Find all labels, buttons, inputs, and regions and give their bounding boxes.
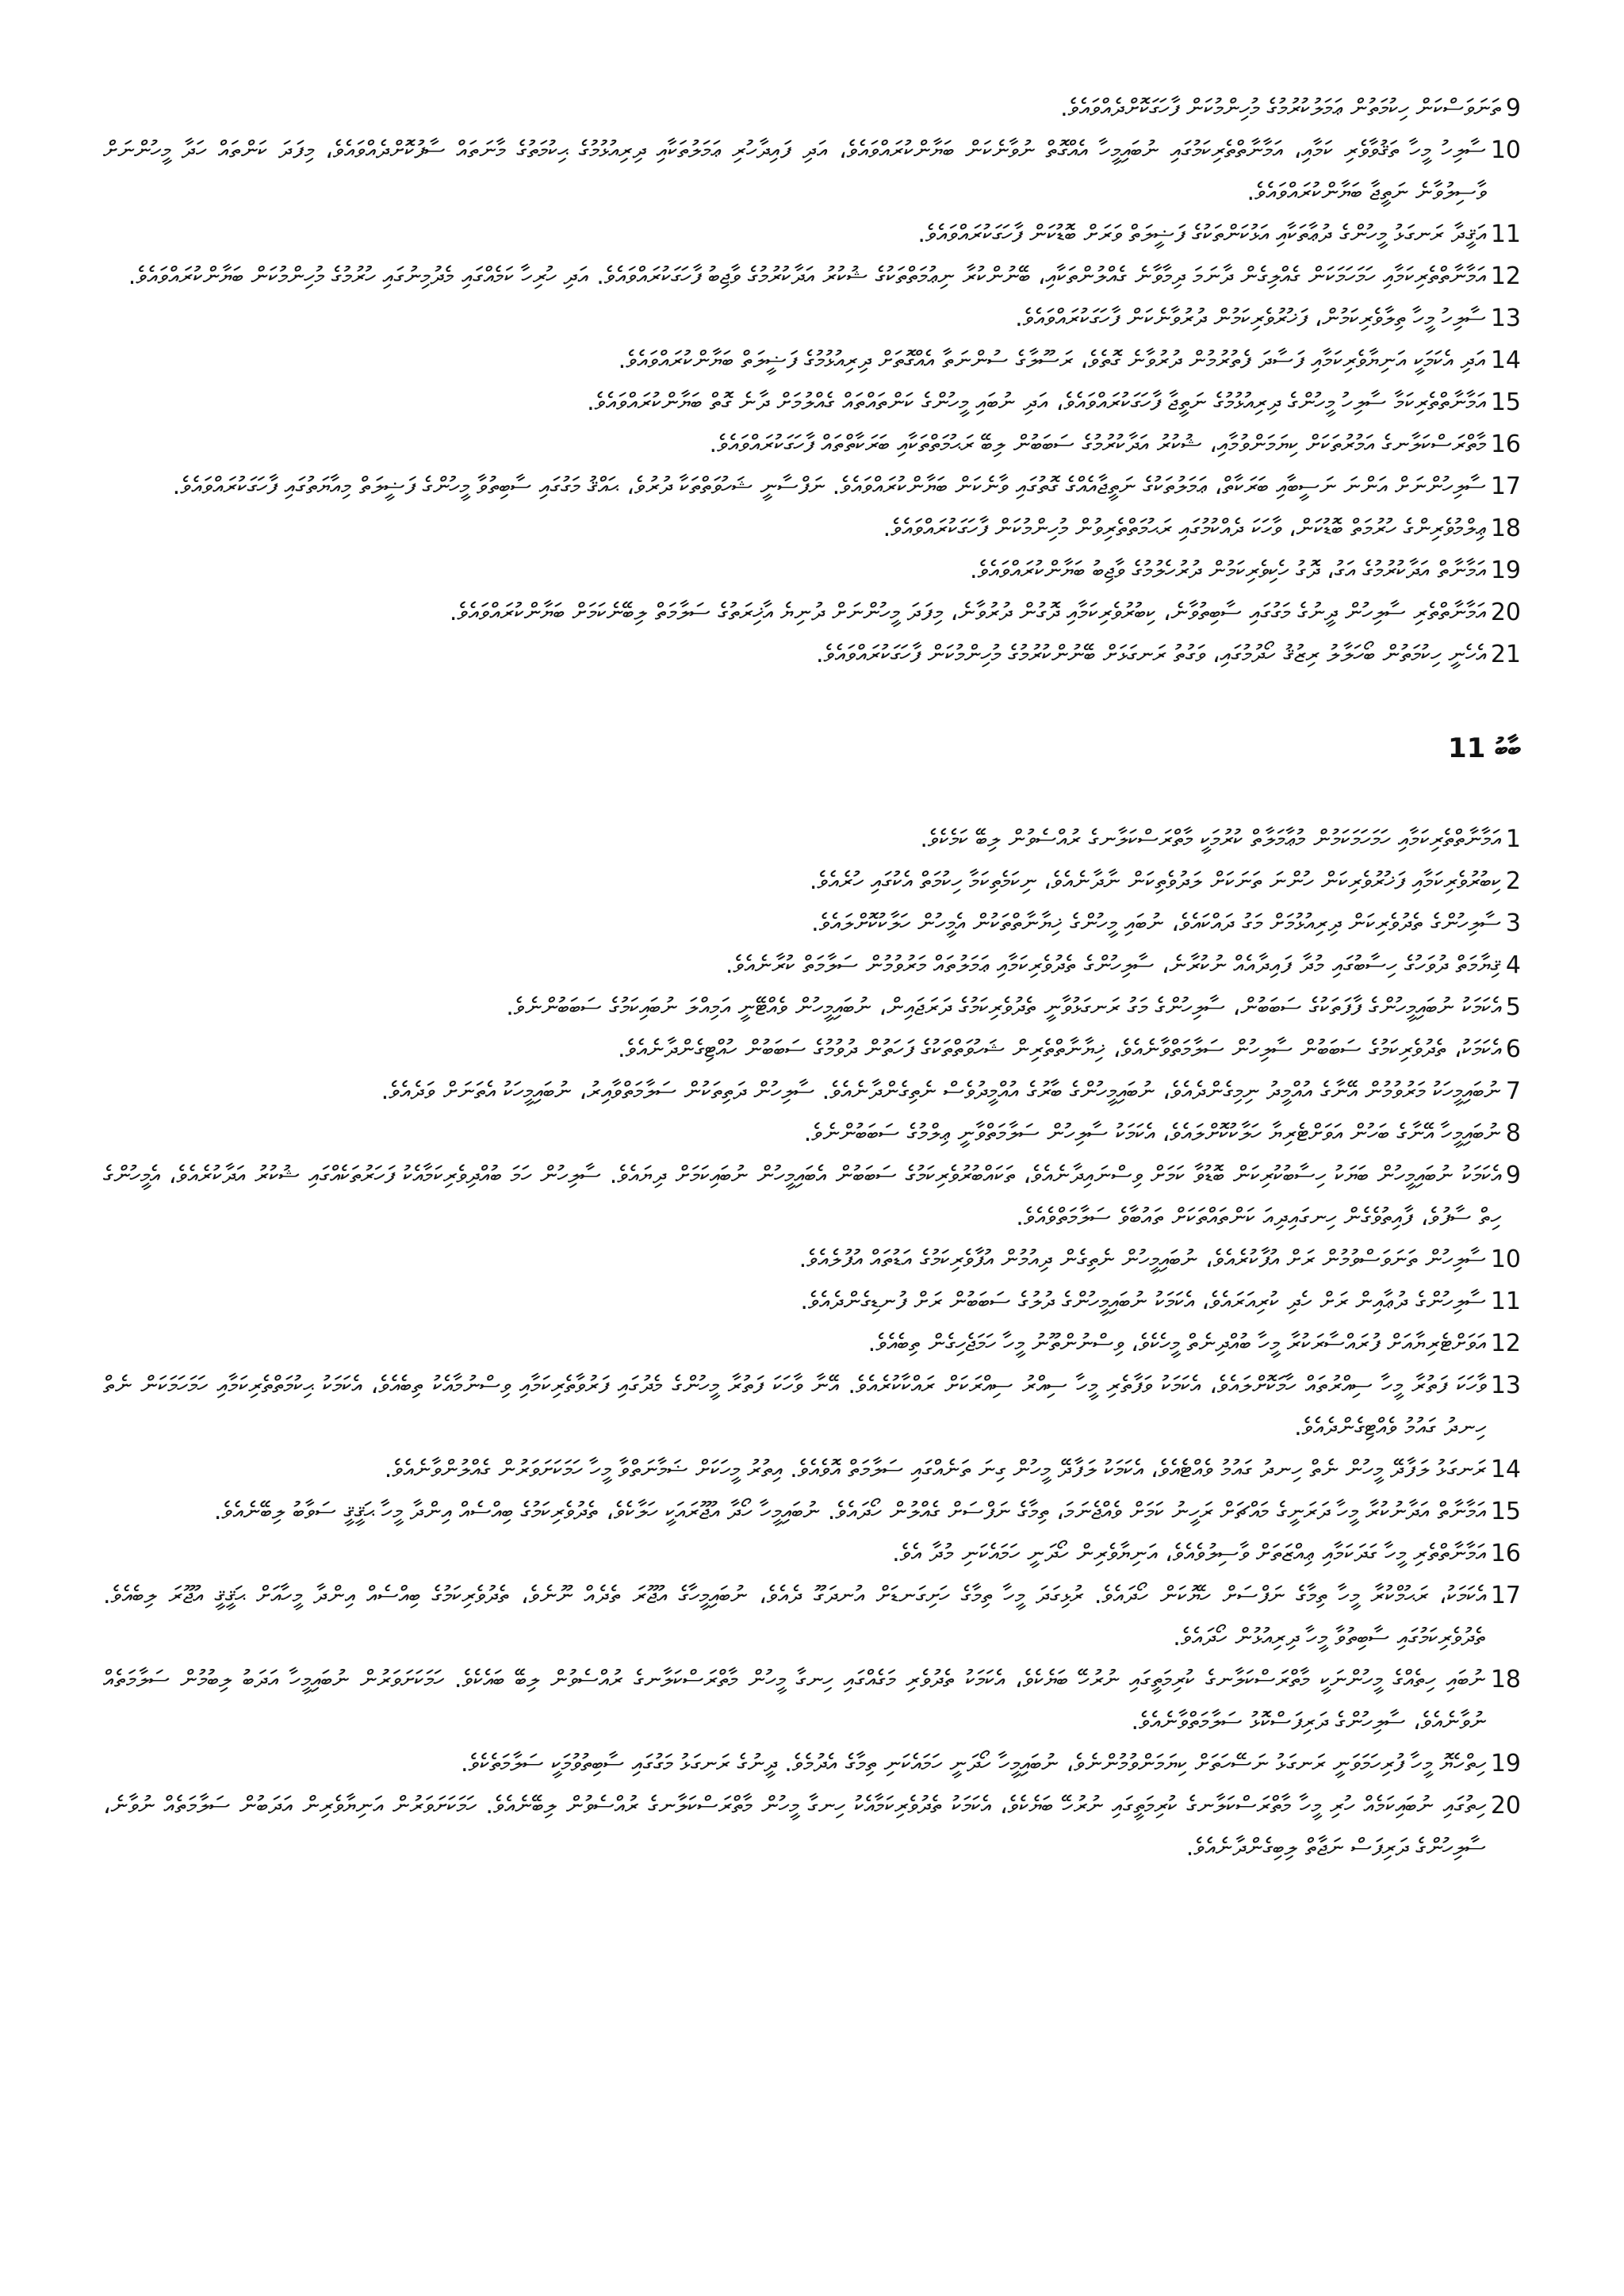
- verse: [103, 1028, 1521, 1070]
- verse-number: 14: [1490, 1456, 1521, 1483]
- verse-text: ކިބުރުވެރިކަމާއި ފަޚުރުވެރިކަން ހުންނަ ތަނަކަށް ލަދުވެތިކަން ނާދާނެއެވެ، ނިކަމެތިކަމާ ހިކުމަތް އެކުގައި ހުރެއެވެ.: [809, 867, 1501, 895]
- verse-number: 16: [1490, 1540, 1521, 1567]
- verse-number: 2: [1505, 867, 1521, 895]
- verse-number: 9: [1505, 94, 1521, 122]
- verse-number: 19: [1490, 1750, 1521, 1777]
- chapter-10-verses: [103, 87, 1521, 675]
- verse: [103, 1785, 1521, 1869]
- verse: [103, 1659, 1521, 1743]
- verse-text: އެހެނީ ހިކުމަތުން ބޯހަލާލު ރިޒުޤު ހޯދުމުގައި، ވަގުތު ރަނގަޅަށް ބޭނުންކުރުމުގެ މުހިންމުކަން ފާހަގަކުރައްވައެވެ.: [815, 641, 1486, 668]
- verse: [103, 1238, 1521, 1280]
- verse-text: އަމާނާތް އަދާނުކުރާ މީހާ ދަރަނީގެ މައްޗަށް ރަހީނު ކަމަށް ވެއްޖެނަމަ، ތިމާގެ ނަފްސަށް ގެއްލުން ހޯދައެވެ. ނުބައިމީހާ ހޯދާ އުޖޫރައަކީ ހަލާކެވެ، ތެދުވެރިކަމުގެ ބިއްސެއް އިންދާ މީހާ ޙަޤީޤީ ސަވާބު ލިބޭނެއެވެ.: [213, 1498, 1486, 1525]
- verse-number: 6: [1505, 1035, 1521, 1063]
- verse-number: 20: [1490, 1792, 1521, 1820]
- verse: [103, 423, 1521, 465]
- chapter-heading: [103, 725, 1521, 772]
- verse-text: އަމާނާތްތެރިކަމާއި ހަމަހަމަކަން ގެއްލިގެން ދާނަމަ ދިމާވާނެ ގެއްލުންތަކާއި، ބޭނުންކުރާ ނިޢުމަތްތަކުގެ ޝުކުރު އަދާކުރުމުގެ ވާޖިބު ފާހަގަކުރައްވައެވެ. އަދި ހުރިހާ ކަމެއްގައި މެދުމިނުގައި ހުރުމުގެ މުހިންމުކަން ބަޔާންކުރައްވައެވެ.: [128, 262, 1486, 290]
- verse: [103, 1280, 1521, 1322]
- verse: [103, 818, 1521, 860]
- verse: [103, 1154, 1521, 1238]
- verse-text: އެކަމަކު، ރަޙުމްކުރާ މީހާ ތިމާގެ ނަފްސަށް ހެޔޮކަން ހޯދައެވެ. ރުޅިގަދަ މީހާ ތިމާގެ ހަށިގަނޑަށް އުނދަގޫ ދެއެވެ، ނުބައިމީހާގެ އުޖޫރަ ތެދެއް ނޫނެވެ، ތެދުވެރިކަމުގެ ބިއްސެއް އިންދާ މީހާއަށް ޙަޤީޤީ އުޖޫރަ ލިބެއެވެ. ތެދުވެރިކަމުގައި ސާބިތުވާ މީހާ ދިރިއުޅުން ހޯދައެވެ.: [103, 1582, 1486, 1651]
- verse-text: އަމާނާތްތެރިކަމާއި ހަމަހަމަކަމުން މުޢާމަލާތް ކުރުމަކީ މާތްރަސްކަލާނގެ ރުއްސެވުން ލިބޭ ކަމެކެވެ.: [920, 825, 1501, 853]
- verse-number: 12: [1490, 262, 1521, 290]
- verse-number: 19: [1490, 557, 1521, 584]
- verse: [103, 1743, 1521, 1785]
- verse-text: ޢިލްމުވެރިންގެ ހުރުމަތް ބޮޑުކަން، ވާހަކަ ދެއްކުމުގައި ރަޙުމަތްތެރިވުން މުހިންމުކަން ފާހަގަކުރައްވައެވެ.: [883, 515, 1486, 542]
- verse: [103, 87, 1521, 129]
- verse: [103, 549, 1521, 591]
- verse-number: 21: [1490, 641, 1521, 668]
- verse-text: ސާލިހުންގެ ތެދުވެރިކަން ދިރިއުޅުމަށް މަގު ދައްކައެވެ، ނުބައި މީހުންގެ ޚިޔާނާތްތަކުން އެމީހުން ހަލާކުކޮށްލައެވެ.: [811, 909, 1501, 937]
- verse-text: އަމާނާތް އަދާކުރުމުގެ އަގު، ދޮގު ހެކިވެރިކަމުން ދުރުހެލުމުގެ ވާޖިބު ބަޔާންކުރައްވައެވެ.: [970, 557, 1486, 584]
- verse: [103, 944, 1521, 986]
- verse-text: އަމާނާތްތެރި މީހާ ގަދަކަމާއި ޢިއްޒަތަށް ވާސިލުވެއެވެ، އަނިޔާވެރިން ހޯދަނީ ހަމައެކަނި މުދާ އެވެ.: [892, 1540, 1486, 1567]
- verse-number: 8: [1505, 1119, 1521, 1147]
- verse-number: 17: [1490, 473, 1521, 500]
- verse-number: 15: [1490, 388, 1521, 416]
- verse-text: އަމާނާތްތެރި ސާލިހުން ދީނުގެ މަގުގައި ސާބިތުވާނެ، ކިބުރުވެރިކަމާއި ދޮގުން ދުރުވާނެ، މިފަދަ މީހުންނަށް ދުނިޔެ އާޚިރަތުގެ ސަލާމަތް ލިބޭނެކަމަށް ބަޔާންކުރައްވައެވެ.: [449, 599, 1486, 626]
- verse: [103, 465, 1521, 507]
- verse-number: 1: [1505, 825, 1521, 853]
- verse-number: 17: [1490, 1582, 1521, 1609]
- verse-text: ނުބައި ހިތެއްގެ މީހުންނަކީ މާތްރަސްކަލާނގެ ކުރިމަތީގައި ނުރުހޭ ބަޔެކެވެ، އެކަމަކު ތެދުވެރި މަގެއްގައި ހިނގާ މީހުން މާތްރަސްކަލާނގެ ރުއްސެވުން ލިބޭ ބައެކެވެ. ހަމަކަށަވަރުން ނުބައިމީހާ އަދަބު ލިބުމުން ސަލާމަތެއް ނުވާނެއެވެ، ސާލިހުންގެ ދަރިފަސްކޮޅު ސަލާމަތްވާނެއެވެ.: [103, 1666, 1486, 1735]
- verse: [103, 1533, 1521, 1575]
- verse: [103, 297, 1521, 339]
- verse-text: އަވަށްޓެރިޔާއަށް ފުރައްސާރަކުރާ މީހާ ބުއްދިނެތް މީހެކެވެ، ވިސްނުންތޫނު މީހާ ހަމަޖެހިގެން ތިބެއެވެ.: [868, 1330, 1486, 1357]
- verse: [103, 339, 1521, 381]
- chapter-heading-text: ބާބު 11: [1448, 733, 1521, 764]
- verse-number: 13: [1490, 1372, 1521, 1399]
- verse: [103, 1070, 1521, 1112]
- verse: [103, 591, 1521, 633]
- chapter-11-verses: [103, 818, 1521, 1869]
- verse-text: ސާލިހު މީހާ ތަޤުވާވެރި ކަމާއި، އަމާނާތްތެރިކަމުގައި ނުބައިމީހާ އެއްގޮތް ނުވާނެކަން ބަޔާންކުރައްވައެވެ، އަދި ފައިދާހުރި ޢަމަލުތަކާއި ދިރިއުޅުމުގެ ޙިކުމަތުގެ މާނަތައް ސާފުކޮށްދެއްވައެވެ، މިފަދަ ކަންތައް ހަދާ މީހުންނަށް ވާސިލުވާނެ ނަތީޖާ ބަޔާންކުރައްވައެވެ.: [103, 136, 1486, 206]
- verse: [103, 255, 1521, 297]
- verse: [103, 1575, 1521, 1659]
- verse-text: އަޤީދާ ރަނގަޅު މީހުންގެ ދުޢާތަކާއި އަޅުކަންތަކުގެ ފަޟީލަތް ވަރަށް ބޮޑުކަން ފާހަގަކުރައްވައެވެ.: [917, 220, 1486, 248]
- verse-text: އެކަމަކު، ތެދުވެރިކަމުގެ ސަބަބުން ސާލިހުން ސަލާމަތްވާނެއެވެ، ޚިޔާނާތްތެރިން ޝަހުވަތްތަކުގެ ފަހަތުން ދުވުމުގެ ސަބަބުން ހުއްޓިގެންދާނެއެވެ.: [617, 1035, 1501, 1063]
- verse-text: އެކަމަކު ނުބައިމީހުންގެ ފާފަތަކުގެ ސަބަބުން، ސާލިހުންގެ މަގު ރަނގަޅުވާނީ ތެދުވެރިކަމުގެ ދަރަޖައިން، ނުބައިމީހުން ވެއްޓޭނީ އަމިއްލަ ނުބައިކަމުގެ ސަބަބުންނެވެ.: [506, 993, 1501, 1021]
- verse-text: ނުބައިމީހަކު މަރުވުމުން އޭނާގެ އުއްމީދު ނިމިގެންދެއެވެ، ނުބައިމީހުންގެ ބާރުގެ އުއްމީދުވެސް ނެތިގެންދާނެއެވެ. ސާލިހުން ދަތިތަކުން ސަލާމަތްވާއިރު، ނުބައިމީހަކު އެތަނަށް ވަދެއެވެ.: [381, 1077, 1501, 1105]
- verse-number: 9: [1505, 1161, 1521, 1189]
- verse-text: އަދި އެކަމަކީ އަނިޔާވެރިކަމާއި ފަސާދަ ފެތުރުމުން ދުރުވާނެ ގޮތެވެ، ރަސޫލާގެ ސުންނަތާ އެއްގޮތަށް ދިރިއުޅުމުގެ ފަޟީލަތް ބަޔާންކުރައްވައެވެ.: [618, 346, 1486, 374]
- verse-text: ހިތުގައި ނުބައިކަމެއް ހުރި މީހާ މާތްރަސްކަލާނގެ ކުރިމަތީގައި ނުރުހޭ ބަޔެކެވެ، އެކަމަކު ތެދުވެރިކަމާއެކު ހިނގާ މީހުން މާތްރަސްކަލާނގެ ރުއްސެވުން ލިބޭނެއެވެ. ހަމަކަށަވަރުން އަނިޔާވެރިން އަދަބުން ސަލާމަތެއް ނުވާނެ، ސާލިހުންގެ ދަރިފަސް ނަޖާތް ލިބިގެންދާނެއެވެ.: [103, 1792, 1486, 1862]
- verse-text: ސާލިހު މީހާ ތިލާވެރިކަމުން، ފަޚުރުވެރިކަމުން ދުރުވާނެކަން ފާހަގަކުރައްވައެވެ.: [1015, 304, 1486, 332]
- verse-number: 11: [1490, 220, 1521, 248]
- verse: [103, 1490, 1521, 1533]
- verse-number: 11: [1490, 1288, 1521, 1315]
- verse-text: ނުބައިމީހާ އޭނާގެ ބަހުން އަވަށްޓެރިޔާ ހަލާކުކޮށްލައެވެ، އެކަމަކު ސާލިހުން ސަލާމަތްވާނީ ޢިލްމުގެ ސަބަބުންނެވެ.: [803, 1119, 1501, 1147]
- verse-number: 12: [1490, 1330, 1521, 1357]
- verse-number: 18: [1490, 515, 1521, 542]
- verse-text: ސާލިހުން ތަނަވަސްވުމުން ރަށް އުފާކުރެއެވެ، ނުބައިމީހުން ނެތިގެން ދިއުމުން އުފާވެރިކަމުގެ އަޑުތައް އުފުލެއެވެ.: [799, 1246, 1486, 1273]
- verse-text: ސާލިހުންނަށް އަންނަ ނަސީބާއި ބަރަކާތް، ޢަމަލުތަކުގެ ނަތީޖާއެއްގެ ގޮތުގައި ވާނެކަން ބަޔާންކުރައްވައެވެ. ނަފްސާނީ ޝަހުވަތްތަކާ ދުރުވެ، ޙައްޤު މަގުގައި ސާބިތުވާ މީހުންގެ ފަޟީލަތް މިއާޔަތުގައި ފާހަގަކުރައްވައެވެ.: [172, 473, 1486, 500]
- verse-text: ރަނގަޅު ލަފާދޭ މީހުން ނެތް ހިނދު ގައުމު ވެއްޓެއެވެ، އެކަމަކު ލަފާދޭ މީހުން ގިނަ ތަނެއްގައި ސަލާމަތް އޮވެއެވެ. އިތުރު މީހަކަށް ޟަމާނަތްވާ މީހާ ހަމަކަށަވަރުން ގެއްލުންވާނެއެވެ.: [384, 1456, 1486, 1483]
- verse-number: 5: [1505, 993, 1521, 1021]
- verse: [103, 860, 1521, 902]
- verse-text: ތަނަވަސްކަން ހިކުމަތުން ޢަމަލުކުރުމުގެ މުހިންމުކަން ފާހަގަކޮށްދެއްވައެވެ.: [1060, 94, 1501, 122]
- verse-text: އެކަމަކު ނުބައިމީހުން ބަޔަކު ހިސާބުކުރިކަން ބޮޑުވާ ކަމަށް ވިސްނައިދާނެއެވެ، ތަކައްބުރުވެރިކަމުގެ ސަބަބުން އެބައިމީހުން ނުބައިކަމަށް ދިޔައެވެ. ސާލިހުން ހަމަ ބުއްދިވެރިކަމާއެކު ފަހަރުތަކެއްގައި ޝުކުރު އަދާކުރެއެވެ، އެމީހުންގެ ހިތް ސާފުވެ، ފާއިތުވެގެން ހިނގައިދިއަ ކަންތައްތަކަށް ތައުބާވެ ސަލާމަތްވެއެވެ.: [103, 1161, 1501, 1231]
- verse-number: 16: [1490, 430, 1521, 458]
- verse: [103, 1322, 1521, 1364]
- verse: [103, 633, 1521, 675]
- verse-number: 20: [1490, 599, 1521, 626]
- verse: [103, 902, 1521, 944]
- verse: [103, 213, 1521, 255]
- verse: [103, 986, 1521, 1028]
- verse: [103, 1364, 1521, 1448]
- verse: [103, 381, 1521, 423]
- verse-text: ހިތްހެޔޮ މީހާ ފުރިހަމަވަނީ ރަނގަޅު ނަސޭހަތަށް ކިޔަމަންވުމުންނެވެ، ނުބައިމީހާ ހޯދަނީ ހަމައެކަނި ތިމާގެ އެދުމެވެ. ދީނުގެ ރަނގަޅު މަގުގައި ސާބިތުވުމަކީ ސަލާމަތެކެވެ.: [460, 1750, 1486, 1777]
- verse-text: އަމާނާތްތެރިކަމާ ސާލިހު މީހުންގެ ދިރިއުޅުމުގެ ނަތީޖާ ފާހަގަކުރައްވައެވެ، އަދި ނުބައި މީހުންގެ ކަންތައްތައް ގެއްލުމަށް ދާނެ ގޮތް ބަޔާންކުރައްވައެވެ.: [587, 388, 1486, 416]
- verse-number: 13: [1490, 304, 1521, 332]
- verse-text: ސާލިހުންގެ ދުޢާއިން ރަށް ހެދި ކުރިއަރައެވެ، އެކަމަކު ނުބައިމީހުންގެ ދުލުގެ ސަބަބުން ރަށް ފުނޑިގެންދެއެވެ.: [800, 1288, 1486, 1315]
- verse-number: 4: [1505, 951, 1521, 979]
- verse-text: ވާހަކަ ފަތުރާ މީހާ ސިއްރުތައް ހާމަކޮށްލައެވެ، އެކަމަކު ވަފާތެރި މީހާ ސިއްރު ސިއްރަކަށް ރައްކާކުރެއެވެ. އޭނާ ވާހަކަ ފަތުރާ މީހުންގެ މެދުގައި ފަރުވާތެރިކަމާއި ވިސްނުމާއެކު ތިބެއެވެ، އެކަމަކު ޙިކުމަތްތެރިކަމާއި ހަމަހަމަކަން ނެތް ހިނދު ގައުމު ވެއްޓިގެންދެއެވެ.: [103, 1372, 1486, 1441]
- verse-text: މާތްރަސްކަލާނގެ އަމުރުތަކަށް ކިޔަމަންވުމާއި، ޝުކުރު އަދާކުރުމުގެ ސަބަބުން ލިބޭ ރަޙުމަތްތަކާއި ބަރަކާތްތައް ފާހަގަކުރައްވައެވެ.: [709, 430, 1486, 458]
- verse-number: 14: [1490, 346, 1521, 374]
- verse-number: 18: [1490, 1666, 1521, 1693]
- verse-number: 7: [1505, 1077, 1521, 1105]
- verse-text: ޤިޔާމަތް ދުވަހުގެ ހިސާބުގައި މުދާ ފައިދާއެއް ނުކުރާނެ، ސާލިހުންގެ ތެދުވެރިކަމާއި ޢަމަލުތައް މަރުވުމުން ސަލާމަތް ކުރާނެއެވެ.: [725, 951, 1501, 979]
- verse-number: 15: [1490, 1498, 1521, 1525]
- verse-number: 3: [1505, 909, 1521, 937]
- verse: [103, 1112, 1521, 1154]
- verse: [103, 129, 1521, 213]
- verse: [103, 1448, 1521, 1490]
- verse-number: 10: [1490, 1246, 1521, 1273]
- verse: [103, 507, 1521, 549]
- verse-number: 10: [1490, 136, 1521, 164]
